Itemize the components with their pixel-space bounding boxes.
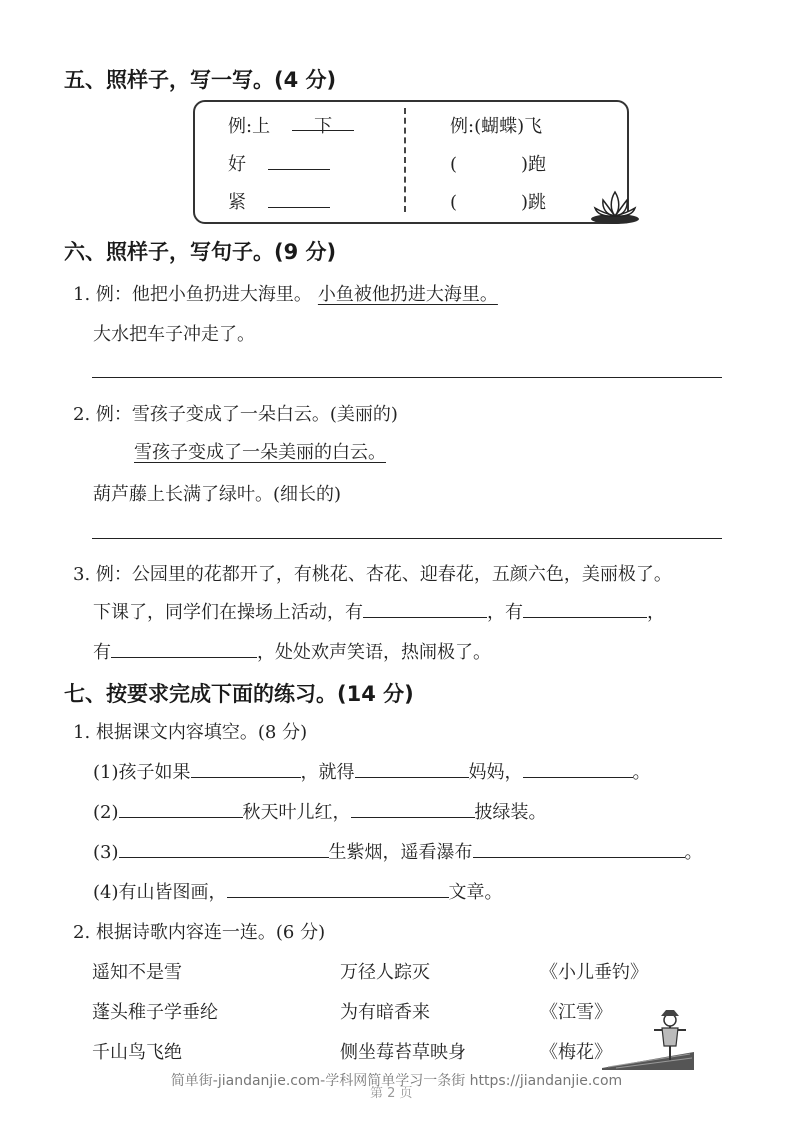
s7-q1-item-3 — [93, 838, 703, 864]
s7-q1-item-2-text-b: 秋天叶儿红， — [242, 802, 351, 823]
s5-right-example: 例:(蝴蝶)飞 — [450, 116, 543, 137]
s6-q3-line-3 — [93, 638, 491, 664]
s6-q3-text-a: 下课了，同学们在操场上活动，有 — [93, 602, 363, 623]
s7-q1-item-4-text-b: 文章。 — [448, 882, 503, 903]
s7-q1-item-2-blank-2[interactable] — [351, 799, 475, 818]
s7-q1-item-1-text-b: ，就得 — [300, 762, 355, 783]
s6-q2-answer: 雪孩子变成了一朵美丽的白云。 — [134, 442, 386, 463]
s5-left-row-1-blank[interactable] — [268, 151, 330, 170]
s7-q1-item-1-text-c: 妈妈， — [468, 762, 523, 783]
match-col1-item-2[interactable]: 蓬头稚子学垂纶 — [92, 1002, 218, 1023]
s6-q3-blank-2[interactable] — [523, 599, 647, 618]
s7-q1-item-1-blank-3[interactable] — [523, 759, 633, 778]
s5-right-row-2-open: ( — [450, 192, 458, 213]
s7-q1-item-3-text-a: (3) — [93, 842, 119, 863]
s6-q3-text-b: ，有 — [487, 602, 523, 623]
s5-left-row-2-char: 紧 — [228, 192, 246, 213]
s6-q1-label: 1. 例：他把小鱼扔进大海里。 — [73, 284, 312, 305]
s7-q1-item-2-blank-1[interactable] — [119, 799, 243, 818]
s7-q2-label: 2. 根据诗歌内容连一连。(6 分) — [73, 922, 326, 943]
s7-q1-item-3-text-c: 。 — [684, 842, 703, 863]
s7-q1-item-1-text-a: (1)孩子如果 — [93, 762, 191, 783]
s7-q1-item-3-blank-1[interactable] — [119, 839, 329, 858]
s7-q1-item-3-text-b: 生紫烟，遥看瀑布 — [328, 842, 473, 863]
section-7-title: 七、按要求完成下面的练习。(14 分) — [64, 682, 414, 706]
box-divider — [404, 108, 406, 212]
s5-left-row-1 — [228, 150, 330, 176]
page-number: 第 2 页 — [370, 1086, 413, 1101]
s6-q1-line — [73, 280, 498, 306]
s5-left-row-2-blank[interactable] — [268, 189, 330, 208]
s5-left-example-answer: 下 — [292, 112, 354, 131]
s7-q1-item-1-text-d: 。 — [632, 762, 651, 783]
s5-right-row-2-close: )跳 — [521, 192, 547, 213]
s5-right-row-1 — [450, 150, 546, 176]
s6-q1-answer: 小鱼被他扔进大海里。 — [317, 284, 498, 305]
s6-q3-line-2 — [93, 598, 665, 624]
lotus-icon — [588, 186, 642, 226]
s6-q2-prompt: 葫芦藤上长满了绿叶。(细长的) — [93, 484, 342, 505]
s7-q1-item-2 — [93, 798, 547, 824]
section-5-title: 五、照样子，写一写。(4 分) — [64, 68, 337, 92]
s7-q1-item-4 — [93, 878, 503, 904]
match-col3-item-2[interactable]: 《江雪》 — [540, 1002, 612, 1023]
s7-q1-item-4-blank-1[interactable] — [227, 879, 449, 898]
s6-q3-text-e: ，处处欢声笑语，热闹极了。 — [257, 642, 491, 663]
s6-q3-text-c: ， — [647, 602, 665, 623]
section-6-title: 六、照样子，写句子。(9 分) — [64, 240, 337, 264]
s6-q3-blank-1[interactable] — [363, 599, 487, 618]
s7-q1-item-1-blank-1[interactable] — [191, 759, 301, 778]
match-col1-item-1[interactable]: 遥知不是雪 — [92, 962, 182, 983]
s7-q1-label: 1. 根据课文内容填空。(8 分) — [73, 722, 308, 743]
s6-q1-prompt: 大水把车子冲走了。 — [93, 324, 255, 345]
match-col3-item-1[interactable]: 《小儿垂钓》 — [540, 962, 648, 983]
s6-q2-answer-line[interactable] — [92, 538, 722, 539]
match-col1-item-3[interactable]: 千山鸟飞绝 — [92, 1042, 182, 1063]
s5-right-row-1-close: )跑 — [521, 154, 547, 175]
footer-watermark: 简单街-jiandanjie.com-学科网简单学习一条街 https://jiandanjie.com — [170, 1073, 623, 1089]
s7-q1-item-1-blank-2[interactable] — [355, 759, 469, 778]
s6-q3-text-d: 有 — [93, 642, 111, 663]
match-col2-item-3[interactable]: 侧坐莓苔草映身 — [340, 1042, 466, 1063]
s7-q1-item-1 — [93, 758, 651, 784]
s5-left-example — [228, 112, 354, 138]
s6-q1-answer-line[interactable] — [92, 377, 722, 378]
s5-left-row-2 — [228, 188, 330, 214]
s7-q1-item-2-text-c: 披绿装。 — [474, 802, 547, 823]
s7-q1-item-4-text-a: (4)有山皆图画， — [93, 882, 227, 903]
match-col3-item-3[interactable]: 《梅花》 — [540, 1042, 612, 1063]
s6-q3-blank-3[interactable] — [111, 639, 257, 658]
s5-left-example-prefix: 例:上 — [228, 116, 271, 137]
s7-q1-item-3-blank-2[interactable] — [473, 839, 685, 858]
match-col2-item-1[interactable]: 万径人踪灭 — [340, 962, 430, 983]
s5-left-row-1-char: 好 — [228, 154, 246, 175]
s7-q1-item-2-text-a: (2) — [93, 802, 119, 823]
match-col2-item-2[interactable]: 为有暗香来 — [340, 1002, 430, 1023]
s6-q3-label: 3. 例：公园里的花都开了，有桃花、杏花、迎春花，五颜六色，美丽极了。 — [73, 564, 672, 585]
s5-right-row-2 — [450, 188, 546, 214]
s6-q2-label: 2. 例：雪孩子变成了一朵白云。(美丽的) — [73, 404, 398, 425]
s5-right-row-1-open: ( — [450, 154, 458, 175]
scarecrow-icon — [598, 1008, 698, 1070]
